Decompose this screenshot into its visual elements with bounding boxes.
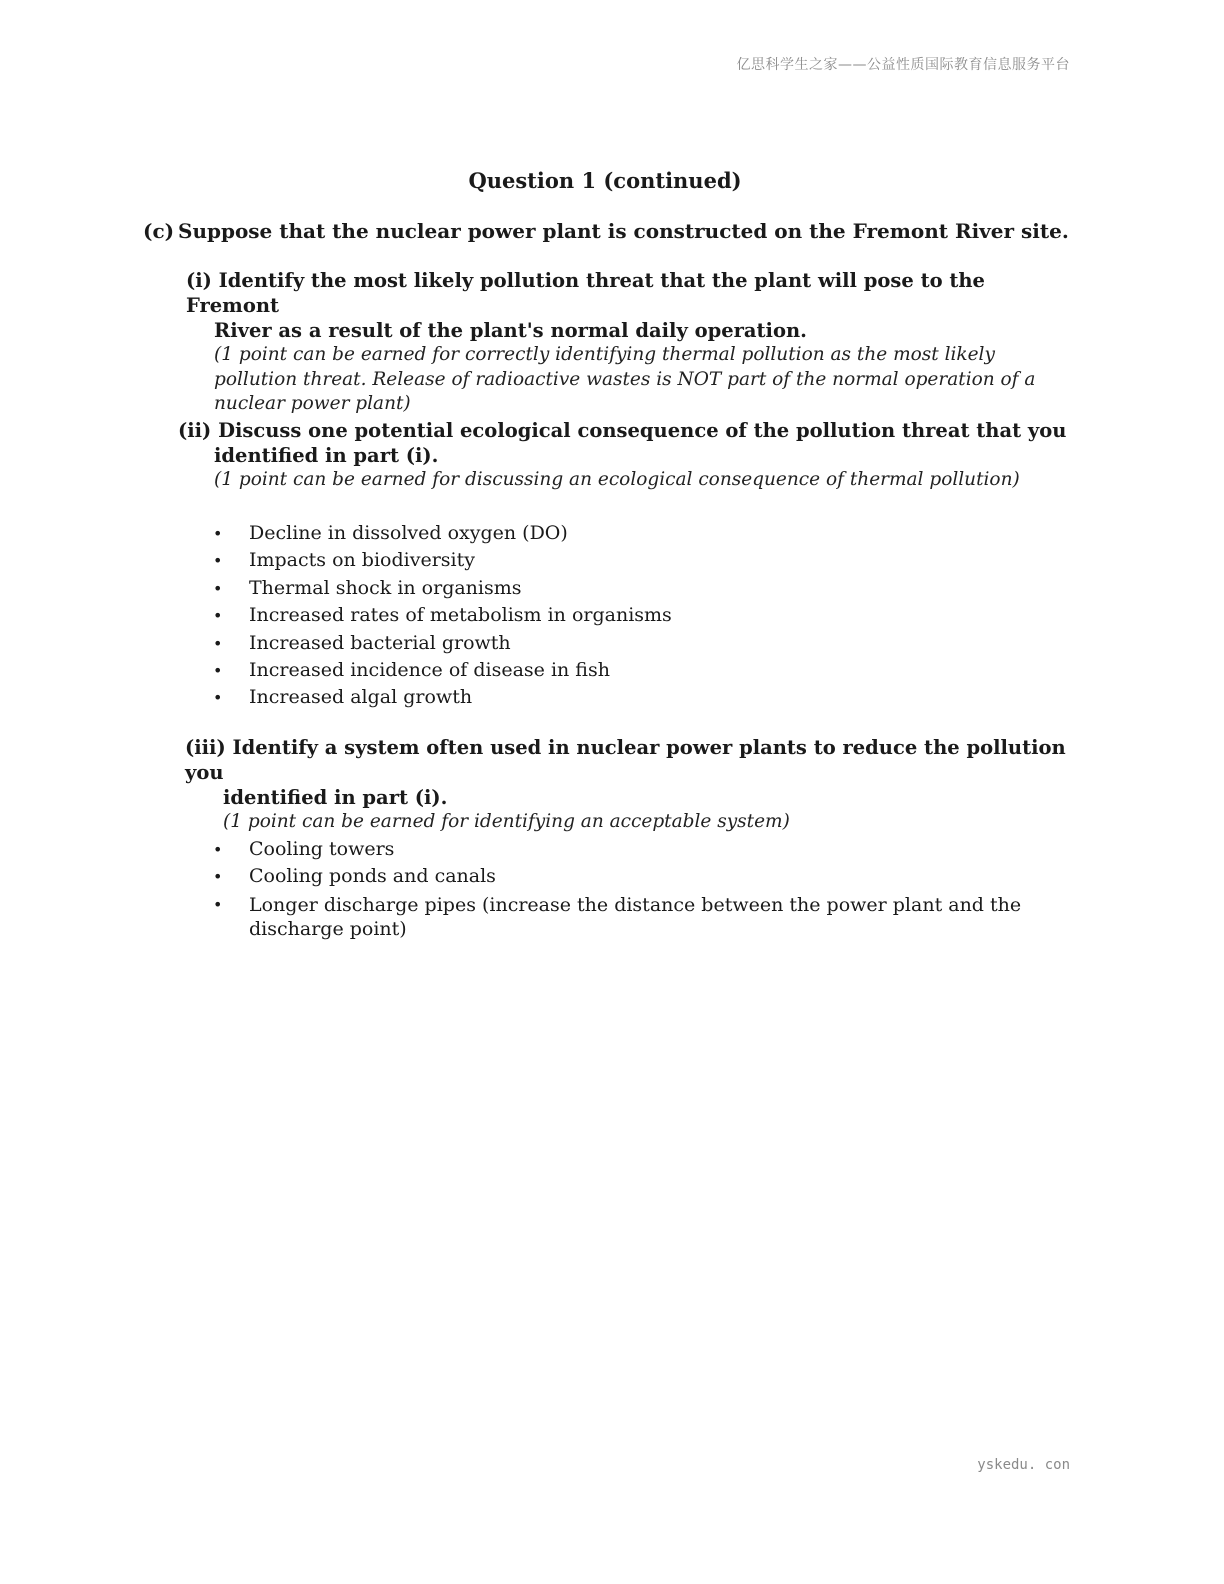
bullet-icon: • <box>213 551 223 571</box>
sub-question-i-label: (i) <box>186 269 212 292</box>
bullet-icon: • <box>213 840 223 859</box>
list-item: • Increased incidence of disease in fish <box>213 657 1113 684</box>
list-item: • Increased algal growth <box>213 684 1113 711</box>
sub-question-ii <box>178 418 1078 493</box>
header-watermark: 亿思科学生之家——公益性质国际教育信息服务平台 <box>736 57 1070 73</box>
part-c-question <box>143 219 1069 243</box>
list-item: • Thermal shock in organisms <box>213 575 1113 602</box>
list-item: • Longer discharge pipes (increase the distance between the power plant and the discharge point) <box>213 893 1022 940</box>
sub-question-i-line2: River as a result of the plant's normal daily operation. <box>214 319 807 342</box>
bullet-icon: • <box>213 661 223 681</box>
sub-question-ii-line2: identified in part (i). <box>214 444 439 467</box>
sub-question-iii-scoring-note: (1 point can be earned for identifying an acceptable system) <box>223 811 790 832</box>
list-item: • Increased rates of metabolism in organisms <box>213 602 1113 629</box>
sub-question-iii-line2: identified in part (i). <box>223 786 448 809</box>
page-title: Question 1 (continued) <box>468 168 742 193</box>
list-item: • Cooling ponds and canals <box>213 863 1113 890</box>
list-item: • Increased bacterial growth <box>213 630 1113 657</box>
sub-question-iii-line1: Identify a system often used in nuclear power plants to reduce the pollution you <box>185 736 1066 784</box>
bullet-icon: • <box>213 894 223 914</box>
sub-question-i-line1: Identify the most likely pollution threat that the plant will pose to the Fremont <box>186 269 985 317</box>
bullet-icon: • <box>213 606 223 626</box>
sub-question-ii-line1: Discuss one potential ecological consequence of the pollution threat that you <box>218 419 1067 442</box>
systems-list <box>213 836 1113 941</box>
bullet-icon: • <box>213 524 223 543</box>
consequences-list <box>213 520 1113 712</box>
bullet-icon: • <box>213 633 223 653</box>
sub-question-i-scoring-note: (1 point can be earned for correctly identifying thermal pollution as the most likely pollution threat. Release of radioactive wastes is NOT part of the normal operation of a nuclear power plant) <box>214 344 1036 414</box>
list-item: • Cooling towers <box>213 836 1113 863</box>
sub-question-i <box>186 268 1076 417</box>
part-c-text: Suppose that the nuclear power plant is constructed on the Fremont River site. <box>178 219 1069 243</box>
list-item: • Impacts on biodiversity <box>213 547 1113 574</box>
footer-watermark: yskedu. con <box>977 1457 1070 1473</box>
sub-question-ii-scoring-note: (1 point can be earned for discussing an ecological consequence of thermal pollution) <box>214 469 1020 490</box>
bullet-icon: • <box>213 867 223 887</box>
part-c-label: (c) <box>143 219 175 243</box>
sub-question-ii-text <box>178 418 1078 468</box>
list-item: • Decline in dissolved oxygen (DO) <box>213 520 1113 547</box>
sub-question-iii-text <box>185 735 1105 810</box>
bullet-icon: • <box>213 688 223 708</box>
sub-question-iii <box>185 735 1105 835</box>
sub-question-iii-label: (iii) <box>185 736 226 759</box>
sub-question-ii-label: (ii) <box>178 419 212 442</box>
sub-question-i-text <box>186 268 1076 343</box>
bullet-icon: • <box>213 578 223 598</box>
